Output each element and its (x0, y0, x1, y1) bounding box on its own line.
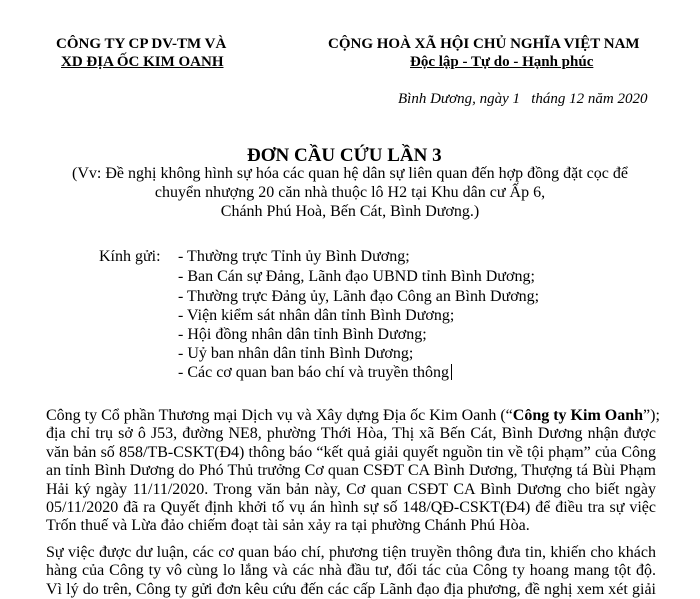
paragraph-line: hàng của Công ty vô cùng lo lắng và các nhà đầu tư, đối tác của Công ty hoang mang tột độ. (46, 562, 656, 580)
recipient-item: - Thường trực Đảng ủy, Lãnh đạo Công an Bình Dương; (178, 288, 540, 305)
national-motto-line2: Độc lập - Tự do - Hạnh phúc (410, 54, 594, 70)
document-title: ĐƠN CẦU CỨU LẦN 3 (247, 145, 442, 166)
paragraph-line: 05/11/2020 đã ra Quyết định khởi tố vụ án hình sự số 148/QĐ-CSKT(Đ4) để điều tra sự việc (46, 499, 656, 517)
paragraph-line: Công ty Cổ phần Thương mại Dịch vụ và Xây dựng Địa ốc Kim Oanh (“Công ty Kim Oanh”); (46, 407, 660, 424)
body-paragraph-1 (46, 407, 660, 536)
recipient-item-last (178, 364, 452, 382)
recipient-item-text: - Các cơ quan ban báo chí và truyền thông (178, 364, 450, 381)
subject-line-2: chuyển nhượng 20 căn nhà thuộc lô H2 tại Khu dân cư Ấp 6, (154, 184, 546, 201)
paragraph-line: an tỉnh Bình Dương do Phó Thủ trưởng Cơ quan CSĐT CA Bình Dương, Thượng tá Bùi Phạm (46, 462, 656, 480)
text-cursor (451, 364, 452, 380)
national-motto-line1: CỘNG HOÀ XÃ HỘI CHỦ NGHĨA VIỆT NAM (328, 36, 640, 52)
recipient-item: - Thường trực Tỉnh ủy Bình Dương; (178, 248, 410, 265)
body-paragraph-2 (46, 544, 656, 599)
recipient-item: - Ban Cán sự Đảng, Lãnh đạo UBND tỉnh Bình Dương; (178, 268, 535, 285)
subject-line-1: (Vv: Đề nghị không hình sự hóa các quan hệ dân sự liên quan đến hợp đồng đặt cọc để (72, 165, 628, 182)
paragraph-line: Hải ký ngày 11/11/2020. Trong văn bản này, Cơ quan CSĐT CA Bình Dương cho biết ngày (46, 480, 656, 498)
paragraph-line: Vì lý do trên, Công ty gửi đơn kêu cứu đến các cấp Lãnh đạo địa phương, đề nghị xem xét giải (46, 580, 656, 598)
paragraph-line: Sự việc được dư luận, các cơ quan báo chí, phương tiện truyền thông đưa tin, khiến cho khách (46, 544, 656, 561)
company-name-line1: CÔNG TY CP DV-TM VÀ (56, 36, 227, 52)
subject-line-3: Chánh Phú Hoà, Bến Cát, Bình Dương.) (220, 203, 480, 220)
company-short-name: Công ty Kim Oanh (512, 407, 644, 424)
recipients-label: Kính gửi: (99, 248, 161, 265)
paragraph-line: văn bản số 858/TB-CSKT(Đ4) thông báo “kết quả giải quyết nguồn tin về tội phạm” của Công (46, 443, 656, 461)
recipient-item: - Viện kiểm sát nhân dân tỉnh Bình Dương; (178, 307, 455, 324)
document-date: Bình Dương, ngày 1 tháng 12 năm 2020 (398, 91, 648, 107)
paragraph-line: địa chỉ trụ sở ô J53, đường NE8, phường Thới Hòa, Thị xã Bến Cát, Bình Dương nhận được (46, 425, 656, 443)
recipient-item: - Uỷ ban nhân dân tỉnh Bình Dương; (178, 345, 414, 362)
company-name-line2: XD ĐỊA ỐC KIM OANH (61, 54, 224, 70)
recipient-item: - Hội đồng nhân dân tỉnh Bình Dương; (178, 326, 427, 343)
paragraph-line: Trốn thuế và Lừa đảo chiếm đoạt tài sản xảy ra tại phường Chánh Phú Hòa. (46, 517, 530, 535)
